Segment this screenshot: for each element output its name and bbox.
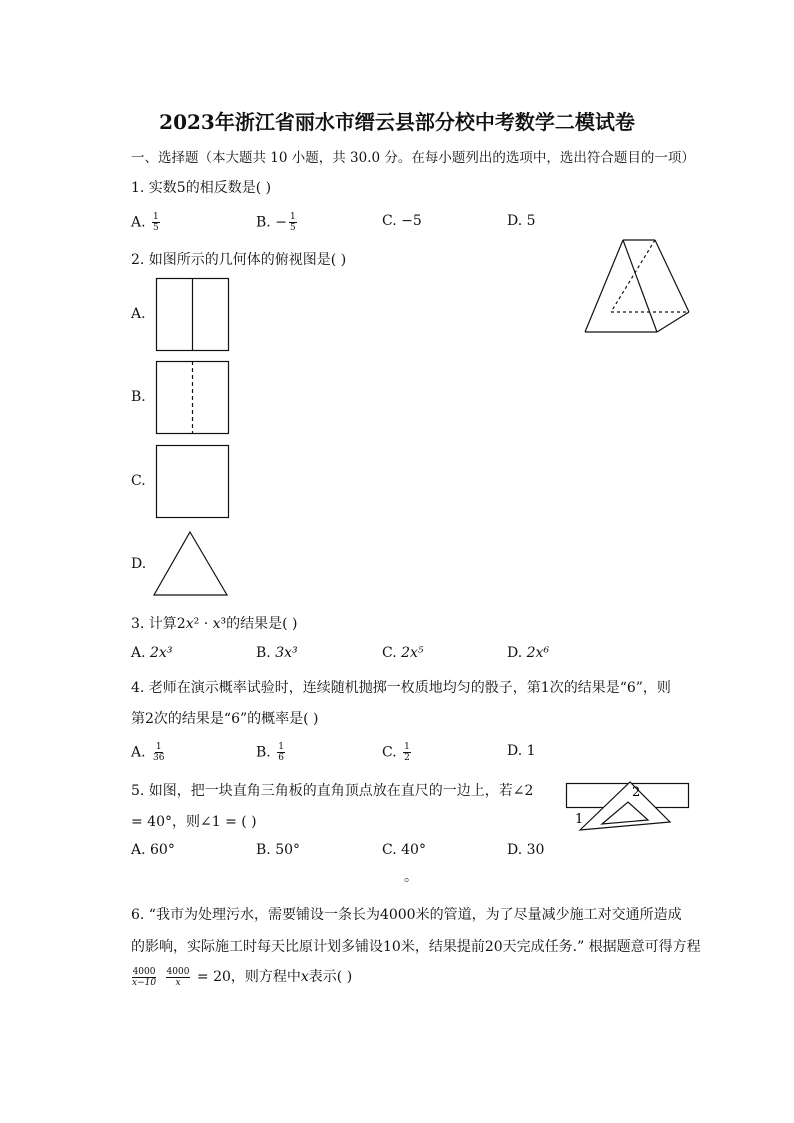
angle-2-label: 2 [632,785,641,800]
fraction: $\frac{1}{2}$ [404,742,410,763]
option-label: C. [382,744,397,761]
q1-option-d [507,213,536,229]
q5-trailing-dot: 。 [404,869,418,885]
option-value: 1 [526,743,536,759]
q5-option-b [256,842,300,858]
q4-option-a [131,742,167,763]
option-value: −5 [401,213,422,229]
angle-1-label: 1 [575,812,584,827]
fraction: $\frac{1}{5}$ [153,212,159,233]
question-5-stem-line2: = 40°，则∠1 = ( ) [131,814,257,830]
option-label: B. [256,842,271,858]
question-4-stem-line1: 4. 老师在演示概率试验时，连续随机抛掷一枚质地均匀的骰子，第1次的结果是“6”，则 [131,680,671,696]
option-label: A. [131,645,146,661]
option-label: D. [507,645,523,661]
page-title: 2023年浙江省丽水市缙云县部分校中考数学二模试卷 [159,110,635,134]
minus-sign: − [275,214,287,231]
option-label: A. [131,214,146,231]
section-heading: 一、选择题（本大题共 10 小题，共 30.0 分。在每小题列出的选项中，选出符合题目的一项） [131,150,695,166]
option-label: C. [382,645,397,661]
question-6-stem-line2: 的影响，实际施工时每天比原计划多铺设10米，结果提前20天完成任务.” 根据题意可得方程 [131,939,701,955]
option-value: 2x⁶ [526,645,550,661]
fraction-1: $\frac{4000}{x-10}$ [132,966,157,988]
q3-option-b [256,645,298,661]
question-6-equation-line: $\frac{4000}{x-10}$ $\frac{4000}{x}$ = 20，则方程中x表示( ) [132,966,353,988]
fraction: $\frac{1}{5}$ [289,212,296,233]
question-2-stem: 2. 如图所示的几何体的俯视图是( ) [131,252,347,268]
q1-option-b [256,212,299,233]
option-label: D. [507,213,523,229]
option-value: 5 [526,213,536,229]
question-5-stem-line1: 5. 如图，把一块直角三角板的直角顶点放在直尺的一边上，若∠2 [131,783,534,799]
option-value: 60° [150,842,175,858]
q5-option-a [131,842,175,858]
q4-option-c [382,742,413,763]
q2-option-a-figure [156,278,230,352]
question-4-stem-line2: 第2次的结果是“6”的概率是( ) [131,711,319,727]
option-value: 40° [401,842,426,858]
q2-option-c-figure [156,445,230,519]
option-label: C. [382,213,397,229]
q3-option-c [382,645,424,661]
option-label: B. [256,744,271,761]
fraction: $\frac{1}{6}$ [278,742,284,763]
option-value: 50° [275,842,301,858]
q5-option-d [507,842,544,858]
option-value: 2x³ [150,645,173,661]
question-6-stem-line1: 6. “我市为处理污水，需要铺设一条长为4000米的管道，为了尽量减少施工对交通所造成 [131,907,682,923]
q2-option-b-label: B. [131,389,146,405]
q2-option-d-label: D. [131,556,147,572]
question-1-stem: 1. 实数5的相反数是( ) [131,180,272,196]
option-label: B. [256,214,271,231]
q4-option-b [256,742,287,763]
option-value: 2x⁵ [401,645,424,661]
triangular-prism-figure [585,238,691,334]
q1-option-c [382,213,422,229]
q1-option-a [131,212,162,233]
option-label: C. [382,842,397,858]
option-value: 30 [526,842,545,858]
option-label: A. [131,842,146,858]
question-3-stem: 3. 计算2x² · x³的结果是( ) [131,616,298,632]
option-label: D. [507,842,523,858]
option-label: B. [256,645,271,661]
q2-option-c-label: C. [131,473,146,489]
q2-option-d-figure [153,531,229,597]
option-label: D. [507,743,523,759]
q2-option-a-label: A. [131,306,146,322]
ruler-triangle-figure [566,778,690,832]
q3-option-a [131,645,172,661]
q3-option-d [507,645,549,661]
q2-option-b-figure [156,361,230,435]
q4-option-d [507,743,536,759]
option-value: 3x³ [275,645,298,661]
fraction: $\frac{1}{36}$ [153,742,165,763]
fraction-2: $\frac{4000}{x}$ [166,966,190,988]
option-label: A. [131,744,146,761]
q5-option-c [382,842,426,858]
